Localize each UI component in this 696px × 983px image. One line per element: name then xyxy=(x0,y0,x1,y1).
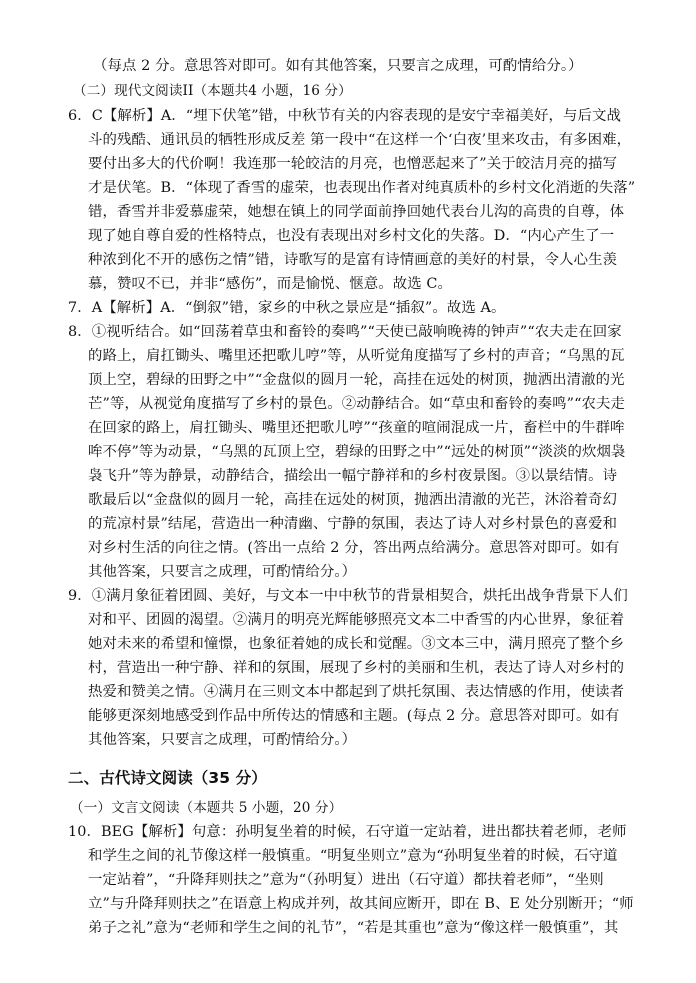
text-line: 顶上空，碧绿的田野之中”“金盘似的圆月一轮，高挂在远处的树顶，抛洒出清澈的光 xyxy=(88,372,625,388)
answer-6: 6．C【解析】A．“埋下伏笔”错，中秋节有关的内容表现的是安宁幸福美好，与后文战 xyxy=(68,108,621,124)
text-line: 对和平、团圆的渴望。②满月的明亮光辉能够照亮文本二中香雪的内心世界，象征着 xyxy=(88,612,625,628)
text-line: 立”与升降拜则扶之”在语意上构成并列，故其间应断开，即在 B、E 处分别断开；“师 xyxy=(88,896,634,912)
text-line: 袅飞升”等为静景，动静结合，描绘出一幅宁静祥和的乡村夜景图。③以景结情。诗 xyxy=(88,468,618,484)
answer-9: 9．①满月象征着团圆、美好，与文本一中中秋节的背景相契合，烘托出战争背景下人们 xyxy=(68,588,628,604)
text-line: 错，香雪并非爱慕虚荣，她想在镇上的同学面前挣回她代表台儿沟的高贵的自尊，体 xyxy=(88,204,625,220)
text-line: 斗的残酷、通讯员的牺牲形成反差 第一段中“在这样一个‘白夜’里来攻击，有多困难， xyxy=(88,132,632,148)
text-line: 和学生之间的礼节像这样一般慎重。“明复坐则立”意为“孙明复坐着的时候，石守道 xyxy=(88,848,618,864)
text-line: 芒”等，从视觉角度描写了乡村的景色。②动静结合。如“草虫和畜铃的奏鸣”“农夫走 xyxy=(88,396,626,412)
text-line: 要付出多大的代价啊！我连那一轮皎洁的月亮，也憎恶起来了”关于皎洁月亮的描写 xyxy=(88,156,618,172)
text-line: 其他答案，只要言之成理，可酌情给分。） xyxy=(88,564,357,580)
answer-7: 7．A【解析】A．“倒叙”错，家乡的中秋之景应是“插叙”。故选 A。 xyxy=(68,300,506,316)
section-heading: （二）现代文阅读II（本题共4 小题，16 分） xyxy=(73,83,352,99)
text-line: 弟子之礼”意为“老师和学生之间的礼节”，“若是其重也”意为“像这样一般慎重”，其 xyxy=(88,920,619,936)
text-line: 种浓到化不开的感伤之情”错，诗歌写的是富有诗情画意的美好的村景，令人心生羡 xyxy=(88,252,618,268)
text-line: （每点 2 分。意思答对即可。如有其他答案，只要言之成理，可酌情给分。） xyxy=(93,58,583,74)
text-line: 热爱和赞美之情。④满月在三则文本中都起到了烘托氛围、表达情感的作用，使读者 xyxy=(88,684,625,700)
text-line: 在回家的路上，肩扛锄头、嘴里还把歌儿哼”“孩童的喧闹混成一片，畜栏中的牛群哞 xyxy=(88,420,625,436)
text-line: 她对未来的希望和憧憬，也象征着她的成长和觉醒。③文本三中，满月照亮了整个乡 xyxy=(88,636,625,652)
text-line: 现了她自尊自爱的性格特点，也没有表现出对乡村文化的失落。D．“内心产生了一 xyxy=(88,228,615,244)
text-line: 的路上，肩扛锄头、嘴里还把歌儿哼”等，从听觉角度描写了乡村的声音；“乌黑的瓦 xyxy=(88,348,625,364)
text-line: 才是伏笔。B．“体现了香雪的虚荣，也表现出作者对纯真质朴的乡村文化消逝的失落” xyxy=(88,180,636,196)
text-line: 对乡村生活的向往之情。(答出一点给 2 分，答出两点给满分。意思答对即可。如有 xyxy=(88,540,620,556)
text-line: 能够更深刻地感受到作品中所传达的情感和主题。(每点 2 分。意思答对即可。如有 xyxy=(88,708,620,724)
text-line: 的荒凉村景”结尾，营造出一种清幽、宁静的氛围，表达了诗人对乡村景色的喜爱和 xyxy=(88,516,618,532)
text-line: 哞不停”等为动景，“乌黑的瓦顶上空，碧绿的田野之中”“远处的树顶”“淡淡的炊烟袅 xyxy=(88,444,626,460)
text-line: 慕，赞叹不已，并非“感伤”，而是愉悦、惬意。故选 C。 xyxy=(88,276,452,292)
text-line: 其他答案，只要言之成理，可酌情给分。） xyxy=(88,732,357,748)
text-line: 村，营造出一种宁静、祥和的氛围，展现了乡村的美丽和生机，表达了诗人对乡村的 xyxy=(88,660,625,676)
answer-8: 8．①视听结合。如“回荡着草虫和畜铃的奏鸣”“天使已敲响晚祷的钟声”“农夫走在回家 xyxy=(68,324,622,340)
answer-10: 10．BEG【解析】句意：孙明复坐着的时候，石守道一定站着，进出都扶着老师，老师 xyxy=(68,824,627,840)
text-line: 歌最后以“金盘似的圆月一轮，高挂在远处的树顶，抛洒出清澈的光芒，沐浴着奇幻 xyxy=(88,492,618,508)
section-title: 二、古代诗文阅读（35 分） xyxy=(68,769,267,787)
text-line: 一定站着”，“升降拜则扶之”意为“（孙明复）进出（石守道）都扶着老师”，“坐则 xyxy=(88,872,604,888)
section-heading: （一）文言文阅读（本题共 5 小题，20 分） xyxy=(70,800,343,816)
